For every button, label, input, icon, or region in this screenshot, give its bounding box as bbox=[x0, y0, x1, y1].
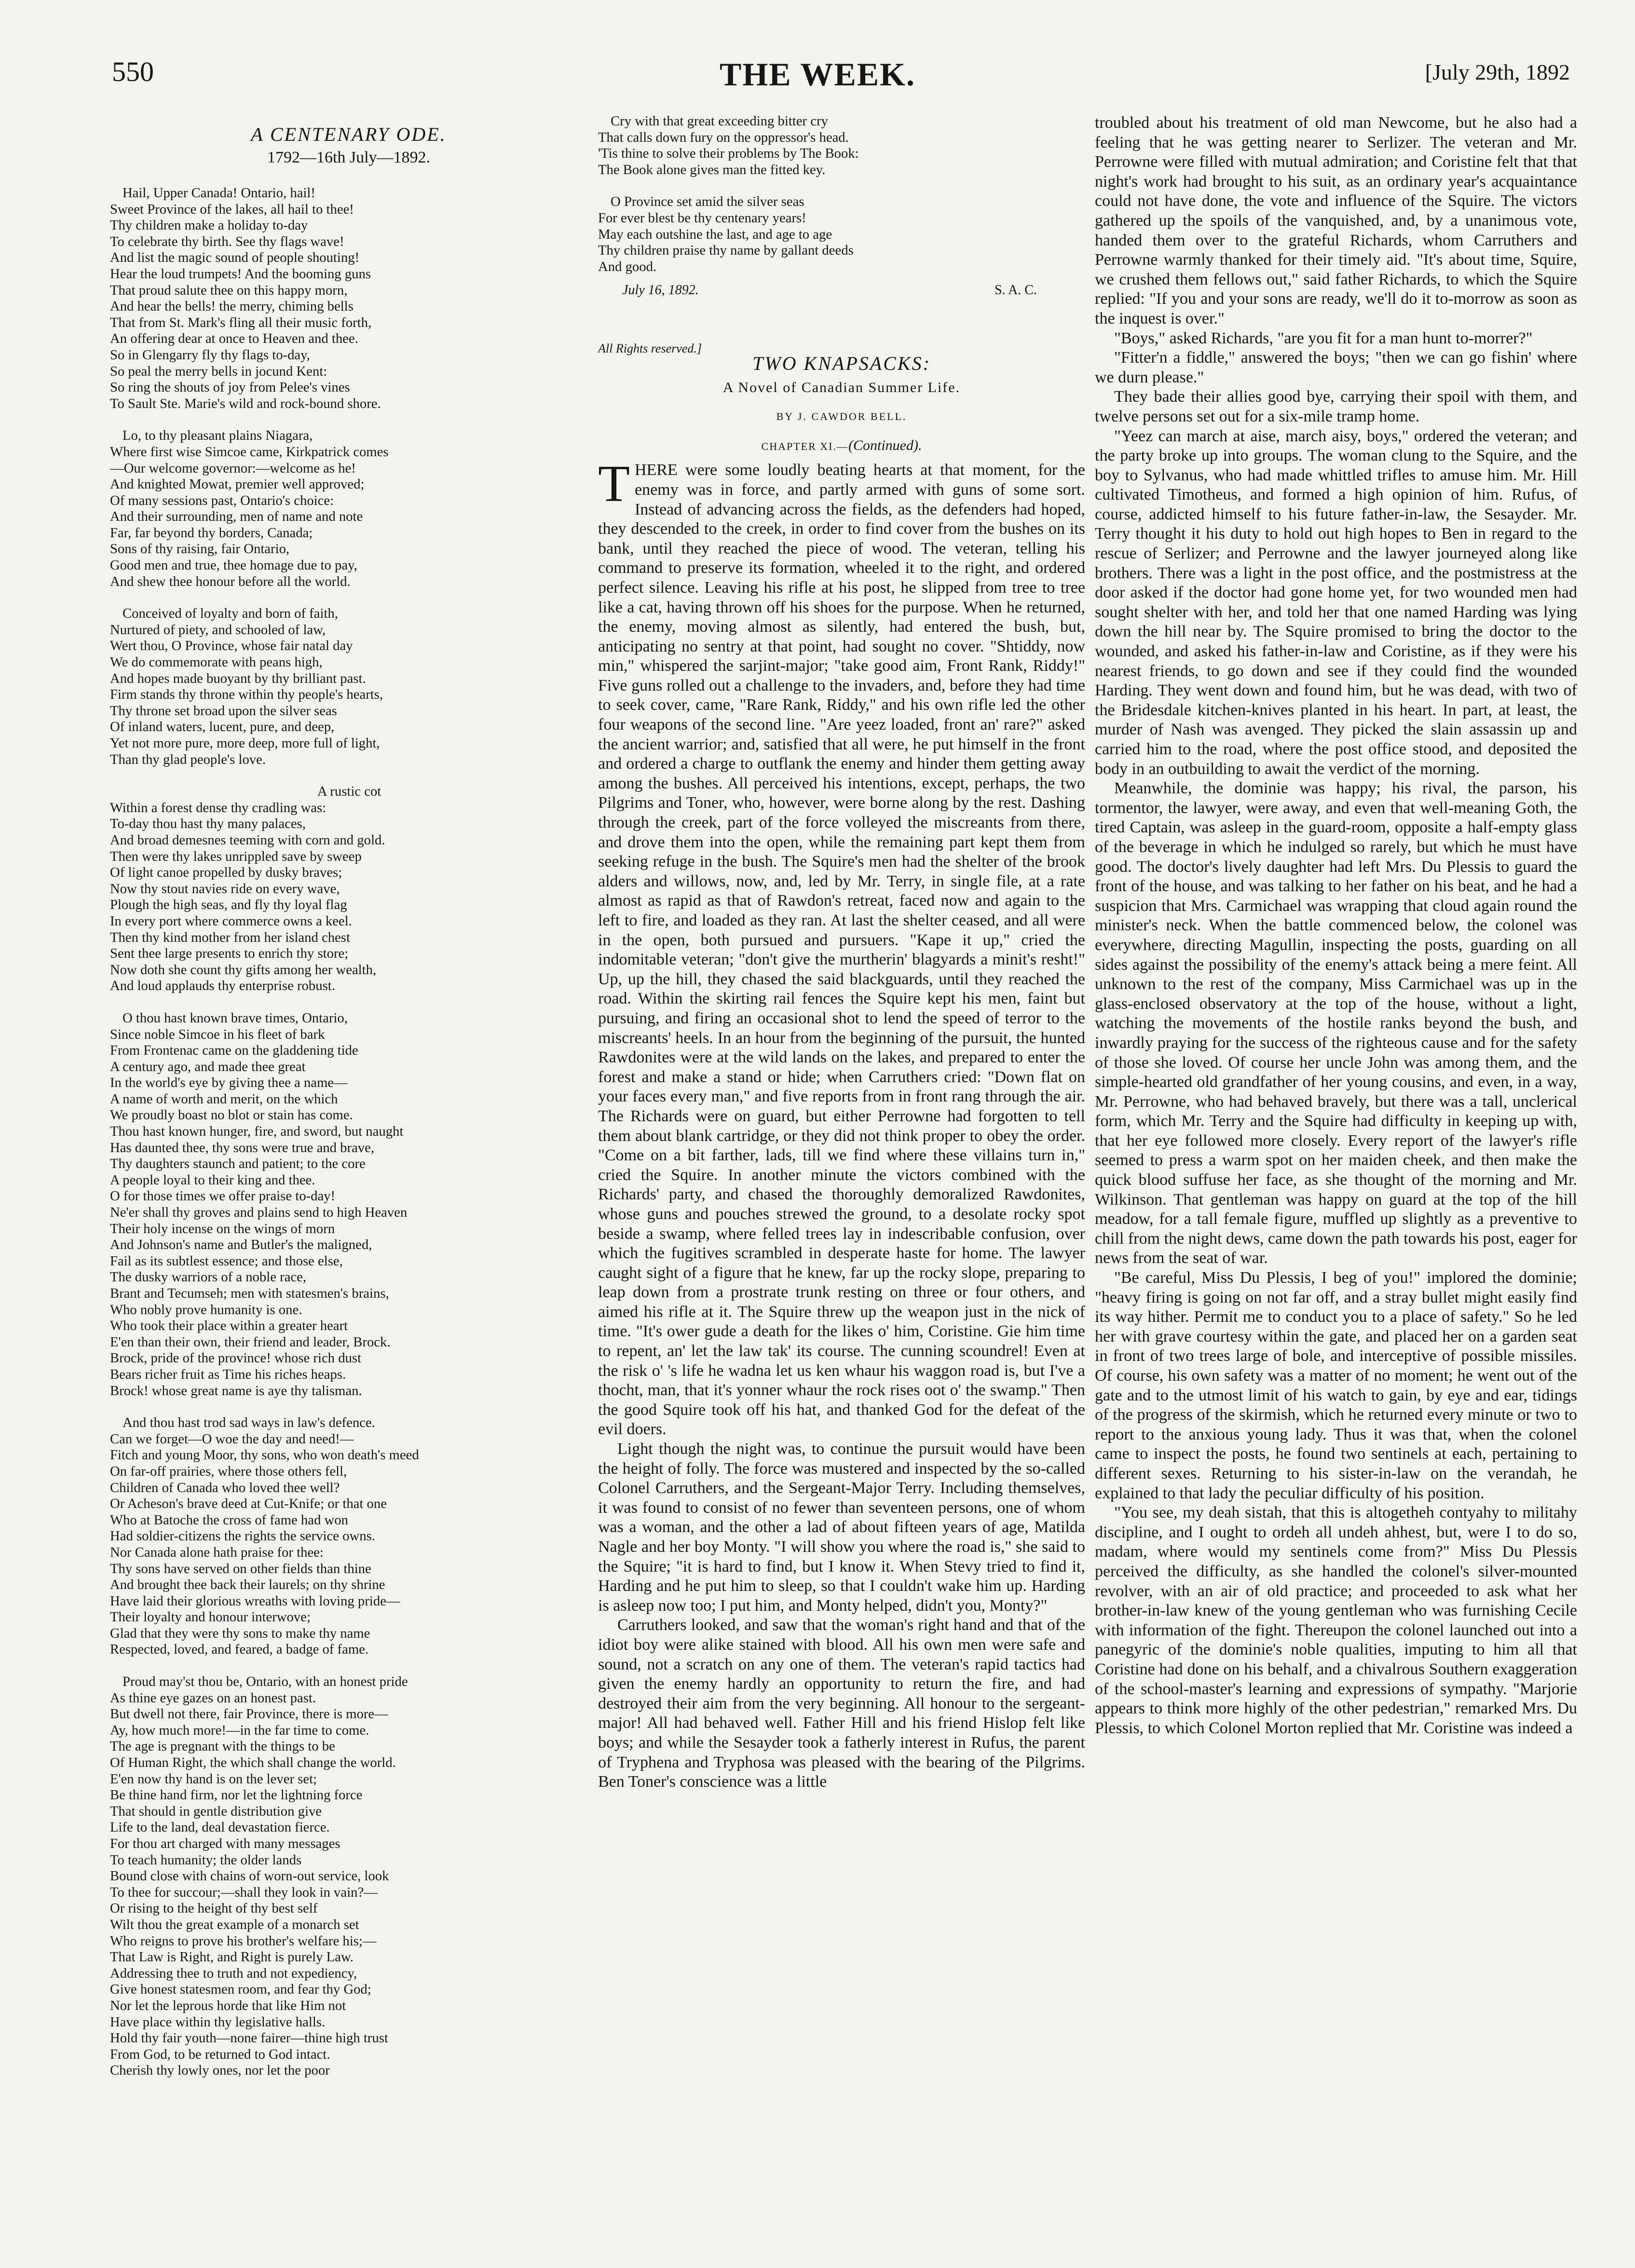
ode-line: That Law is Right, and Right is purely Law. bbox=[110, 1949, 354, 1965]
ode-line: O thou hast known brave times, Ontario, bbox=[123, 1010, 348, 1026]
page-number: 550 bbox=[112, 56, 154, 87]
ode-line: Yet not more pure, more deep, more full of light, bbox=[110, 735, 380, 751]
ode-signature: S. A. C. bbox=[995, 283, 1037, 298]
ode-line: Proud may'st thou be, Ontario, with an honest pride bbox=[123, 1674, 408, 1690]
ode-stanza bbox=[598, 194, 1085, 275]
novel-paragraph bbox=[598, 1440, 1085, 1616]
ode-line: Firm stands thy throne within thy people's hearts, bbox=[110, 687, 383, 703]
ode-line: Wilt thou the great example of a monarch set bbox=[110, 1916, 359, 1932]
page-header bbox=[0, 55, 1635, 99]
ode-line: Glad that they were thy sons to make thy name bbox=[110, 1625, 370, 1641]
paragraph-text: "Boys," asked Richards, "are you fit for a man hunt to-morrer?" bbox=[1114, 329, 1533, 347]
ode-line: But dwell not there, fair Province, there is more— bbox=[110, 1706, 388, 1722]
ode-line: Of Human Right, the which shall change the world. bbox=[110, 1755, 396, 1771]
ode-line: The dusky warriors of a noble race, bbox=[110, 1269, 307, 1285]
ode-line: Now thy stout navies ride on every wave, bbox=[110, 881, 340, 896]
chapter-number: CHAPTER XI.— bbox=[761, 440, 848, 453]
ode-stanzas bbox=[110, 185, 587, 2079]
ode-line: A rustic cot bbox=[317, 784, 382, 800]
paragraph-text: troubled about his treatment of old man Newcome, but he also had a feeling that he was getting nearer to Serlizer. The veteran and Mr. Perrowne were filled with mutual admiration; and Coristine felt that that night's work had brought to his suit, as an ordinary year's acquaintance could not have done, the vote and influence of the Squire. The victors gathered up the spoils of the vanquished, and, by a unanimous vote, handed them over to the grateful Richards, whom Carruthers and Perrowne warmly thanked for their timely aid. "It's about time, Squire, we crushed them fellows out," said father Richards, to which the Squire replied: "If you and your sons are ready, we'll do it to-morrow as soon as the inquest is over." bbox=[1095, 114, 1577, 327]
ode-line: And hopes made buoyant by thy brilliant past. bbox=[110, 670, 366, 686]
ode-line: To thee for succour;—shall they look in vain?— bbox=[110, 1884, 378, 1900]
ode-line: 'Tis thine to solve their problems by The Book: bbox=[598, 146, 859, 162]
ode-line: A people loyal to their king and thee. bbox=[110, 1172, 315, 1188]
ode-line: That calls down fury on the oppressor's head. bbox=[598, 129, 849, 145]
ode-line: Thou hast known hunger, fire, and sword, but naught bbox=[110, 1124, 404, 1140]
ode-line: Now doth she count thy gifts among her wealth, bbox=[110, 962, 377, 978]
ode-line: Hail, Upper Canada! Ontario, hail! bbox=[123, 185, 315, 201]
ode-line: O Province set amid the silver seas bbox=[611, 194, 804, 210]
ode-line: O for those times we offer praise to-day! bbox=[110, 1188, 336, 1204]
ode-line: Their holy incense on the wings of morn bbox=[110, 1221, 335, 1236]
ode-line: A century ago, and made thee great bbox=[110, 1059, 306, 1074]
ode-line: In the world's eye by giving thee a name— bbox=[110, 1075, 348, 1091]
ode-line: Thy children make a holiday to-day bbox=[110, 217, 308, 233]
ode-line: Their loyalty and honour interwove; bbox=[110, 1609, 311, 1625]
ode-line: Children of Canada who loved thee well? bbox=[110, 1480, 340, 1495]
ode-line: To celebrate thy birth. See thy flags wave! bbox=[110, 233, 344, 249]
ode-stanza bbox=[110, 428, 587, 590]
paragraph-text: "Be careful, Miss Du Plessis, I beg of you!" implored the dominie; "heavy firing is going on not far off, and a stray bullet might easily find its way hither. Permit me to conduct you to a place of safety." So he led her with grave courtesy within the gate, and placed her on a garden seat in front of two trees large of bole, and interceptive of possible missiles. Of course, his own safety was a matter of no moment; he went out of the gate and to the utmost limit of his watch to gain, by eye and ear, tidings of the progress of the skirmish, which he returned every minute or two to report to the anxious young lady. Thus it was that, when the colonel came to inspect the posts, he found two sentinels at each, pertaining to different sexes. Returning to his sister-in-law on the verandah, he explained to that lady the peculiar difficulty of his position. bbox=[1095, 1269, 1577, 1502]
ode-line: Sweet Province of the lakes, all hail to thee! bbox=[110, 201, 354, 217]
paragraph-text: Meanwhile, the dominie was happy; his rival, the parson, his tormentor, the lawyer, were away, and even that well-meaning Goth, the tired Captain, was asleep in the guard-room, opposite a half-empty glass of the beverage in which he indulged so rarely, but which he must have good. The doctor's lively daughter had left Mrs. Du Plessis to guard the front of the house, and was talking to her father on his beat, and he had a suspicion that Mrs. Carmichael was wrapping that cloud again round the minister's neck. When the battle commenced below, the colonel was everywhere, directing Magullin, inspecting the posts, guarding on all sides against the possibility of the enemy's attack being a mere feint. All unknown to the rest of the company, Miss Carmichael was up in the glass-enclosed observatory at the top of the house, without a light, watching the movements of the hostile ranks beyond the bush, and inwardly praying for the success of the righteous cause and for the safety of those she loved. Of course her uncle John was among them, and the simple-hearted old grandfather of her young cousins, and even, in a way, Mr. Perrowne, who had behaved bravely, but there was a tall, unclerical form, which Mr. Terry and the Squire had difficulty in keeping up with, that her eye followed more closely. Every report of the lawyer's rifle seemed to press a warm spot on her maiden cheek, and then make the quick blood suffuse her face, as she thought of the morning and Mr. Wilkinson. That gentleman was happy on guard at the top of the hill meadow, for a tall female figure, muffled up slightly as a preventive to chill from the night dews, came down the path towards his post, eager for news from the seat of war. bbox=[1095, 779, 1577, 1267]
paragraph-text: Carruthers looked, and saw that the woman's right hand and that of the idiot boy were alike stained with blood. All his own men were safe and sound, not a scratch on any one of them. The veteran's rapid tactics had given the enemy hardly an opportunity to return the fire, and had destroyed their aim from the very beginning. All honour to the sergeant-major! All had behaved well. Father Hill and his friend Hislop felt like boys; and while the Sesayder took a fatherly interest in Rufus, the parent of Tryphena and Tryphosa was pleased with the bearing of the Pilgrims. Ben Toner's conscience was a little bbox=[598, 1616, 1085, 1791]
ode-line: Brant and Tecumseh; men with statesmen's brains, bbox=[110, 1286, 389, 1301]
ode-line: The age is pregnant with the things to be bbox=[110, 1738, 335, 1754]
ode-line: The Book alone gives man the fitted key. bbox=[598, 162, 826, 177]
ode-line: Who took their place within a greater heart bbox=[110, 1318, 348, 1334]
ode-line: Then thy kind mother from her island chest bbox=[110, 929, 350, 945]
ode-line: Fail as its subtlest essence; and those else, bbox=[110, 1253, 343, 1269]
ode-line: Sent thee large presents to enrich thy store; bbox=[110, 946, 349, 962]
ode-line: Give honest statesmen room, and fear thy God; bbox=[110, 1982, 371, 1997]
ode-line: Where first wise Simcoe came, Kirkpatrick comes bbox=[110, 444, 389, 460]
ode-line: Nor let the leprous horde that like Him not bbox=[110, 1997, 346, 2013]
novel-paragraph bbox=[1095, 348, 1577, 387]
ode-line: Of light canoe propelled by dusky braves; bbox=[110, 865, 342, 881]
ode-line: Cry with that great exceeding bitter cry bbox=[611, 113, 828, 129]
novel-title: TWO KNAPSACKS: bbox=[752, 353, 931, 375]
ode-line: Conceived of loyalty and born of faith, bbox=[123, 606, 338, 622]
ode-line: Cherish thy lowly ones, nor let the poor bbox=[110, 2063, 330, 2078]
ode-line: And list the magic sound of people shouting! bbox=[110, 250, 360, 266]
ode-line: Ne'er shall thy groves and plains send to high Heaven bbox=[110, 1205, 408, 1221]
ode-line: Ay, how much more!—in the far time to come. bbox=[110, 1722, 369, 1738]
ode-line: Sons of thy raising, fair Ontario, bbox=[110, 541, 290, 557]
ode-stanza bbox=[110, 784, 587, 994]
ode-line: As thine eye gazes on an honest past. bbox=[110, 1690, 316, 1706]
ode-line: And knighted Mowat, premier well approved; bbox=[110, 476, 365, 492]
ode-stanza bbox=[110, 606, 587, 768]
novel-paragraph bbox=[1095, 779, 1577, 1268]
column-3 bbox=[1095, 113, 1577, 2245]
publication-title: THE WEEK. bbox=[720, 56, 915, 93]
ode-line: For thou art charged with many messages bbox=[110, 1836, 341, 1851]
ode-line: Bound close with chains of worn-out service, look bbox=[110, 1868, 389, 1884]
ode-line: May each outshine the last, and age to age bbox=[598, 226, 832, 242]
chapter-heading bbox=[598, 437, 1085, 454]
novel-paragraph bbox=[1095, 387, 1577, 426]
ode-line: Brock! whose great name is aye thy talisman. bbox=[110, 1383, 362, 1399]
ode-line: Thy daughters staunch and patient; to the core bbox=[110, 1156, 366, 1172]
ode-line: Of many sessions past, Ontario's choice: bbox=[110, 492, 334, 508]
ode-line: Nurtured of piety, and schooled of law, bbox=[110, 622, 326, 638]
ode-stanza bbox=[110, 1674, 587, 2079]
ode-line: A name of worth and merit, on the which bbox=[110, 1091, 338, 1107]
novel-paragraph bbox=[1095, 427, 1577, 779]
ode-line: That should in gentle distribution give bbox=[110, 1803, 322, 1819]
ode-line: Hold thy fair youth—none fairer—thine high trust bbox=[110, 2030, 388, 2046]
ode-stanza bbox=[110, 1415, 587, 1658]
ode-line: So ring the shouts of joy from Pelee's vines bbox=[110, 380, 350, 395]
ode-line: —Our welcome governor:—welcome as he! bbox=[110, 460, 356, 476]
ode-line: To Sault Ste. Marie's wild and rock-bound shore. bbox=[110, 395, 381, 411]
novel-paragraph bbox=[1095, 1503, 1577, 1738]
column-2 bbox=[598, 113, 1085, 2245]
ode-line: Life to the land, deal devastation fierce. bbox=[110, 1820, 330, 1835]
ode-line: And brought thee back their laurels; on thy shrine bbox=[110, 1577, 385, 1593]
ode-line: Than thy glad people's love. bbox=[110, 751, 266, 767]
ode-line: In every port where commerce owns a keel. bbox=[110, 913, 352, 929]
ode-line: Good men and true, thee homage due to pay, bbox=[110, 557, 357, 573]
ode-line: We do commemorate with peans high, bbox=[110, 654, 323, 670]
novel-text-col3 bbox=[1095, 113, 1577, 1738]
ode-line: E'en now thy hand is on the lever set; bbox=[110, 1771, 317, 1787]
ode-line: Plough the high seas, and fly thy loyal flag bbox=[110, 897, 347, 913]
ode-line: And loud applauds thy enterprise robust. bbox=[110, 978, 335, 994]
ode-signature-date: July 16, 1892. bbox=[622, 283, 699, 298]
ode-signature-line bbox=[622, 283, 1085, 298]
ode-line: Brock, pride of the province! whose rich dust bbox=[110, 1350, 362, 1366]
ode-line: Have place within thy legislative halls. bbox=[110, 2014, 326, 2030]
ode-stanza bbox=[110, 185, 587, 412]
ode-line: And broad demesnes teeming with corn and gold. bbox=[110, 832, 385, 848]
ode-line: So peal the merry bells in jocund Kent: bbox=[110, 363, 327, 379]
ode-line: E'en than their own, their friend and leader, Brock. bbox=[110, 1334, 391, 1350]
ode-line: Lo, to thy pleasant plains Niagara, bbox=[123, 428, 313, 444]
ode-line: Thy sons have served on other fields than thine bbox=[110, 1561, 371, 1576]
ode-line: Be thine hand firm, nor let the lightning force bbox=[110, 1787, 363, 1803]
ode-line: Of inland waters, lucent, pure, and deep, bbox=[110, 719, 335, 735]
paragraph-text: They bade their allies good bye, carrying their spoil with them, and twelve persons set out for a six-mile tramp home. bbox=[1095, 388, 1577, 425]
ode-line: Addressing thee to truth and not expediency, bbox=[110, 1965, 357, 1981]
paragraph-text: HERE were some loudly beating hearts at that moment, for the enemy was in force, and partly armed with guns of some sort. Instead of advancing across the fields, as the defenders had hoped, they descended to the creek, in order to find cover from the bushes on its bank, until they reached the piece of wood. The veteran, telling his command to preserve its formation, wheeled it to the right, and ordered perfect silence. Leaving his rifle at his post, he slipped from tree to tree like a cat, having thrown off his shoes for the purpose. When he returned, the enemy, moving almost as silently, had entered the bush, but, anticipating no sentry at that point, had sought no cover. "Shtiddy, now min," whispered the sarjint-major; "take good aim, Front Rank, Riddy!" Five guns rolled out a challenge to the invaders, and, before they had time to seek cover, came, "Rare Rank, Riddy," and his own rifle led the other four weapons of the second line. "Are yeez loaded, front an' rare?" asked the ancient warrior; and, satisfied that all were, he put himself in the front and ordered a charge to outflank the enemy and hinder them getting away among the bushes. All perceived his intentions, except, perhaps, the two Pilgrims and Toner, who, however, were borne along by the rest. Dashing through the creek, part of the force volleyed the miscreants from there, and drove them into the open, while the remaining part kept them from seeking refuge in the bush. The Squire's men had the shelter of the brook alders and willows, now, and, led by Mr. Terry, in single file, at a rate almost as rapid as that of Rawdon's retreat, faced now and again to the left to fire, and loaded as they ran. At last the shelter ceased, and all were in the open, both pursued and pursuers. "Kape it up," cried the indomitable veteran; "don't give the murtherin' blagyards a minit's resht!" Up, up the hill, they chased the said blackguards, until they reached the road. Within the skirting rail fences the Squire kept his men, faint but pursuing, and firing an occasional shot to lend the speed of terror to the miscreants' heels. In an hour from the beginning of the pursuit, the hunted Rawdonites were at the wild lands on the lakes, and prepared to enter the forest and make a stand or hide; when Carruthers cried: "Down flat on your faces every man," and five reports from in front rang through the air. The Richards were on guard, but either Perrowne had forgotten to tell them about blank cartridge, or they did not think proper to obey the order. "Come on a bit farther, lads, till we find where these villains turn in," cried the Squire. In another minute the victors combined with the Richards' party, and chased the thoroughly demoralized Rawdonites, whose guns and pouches strewed the ground, to a desolate rocky spot beside a swamp, where felled trees lay in indescribable confusion, over which the fugitives scrambled in desperate haste for home. The lawyer caught sight of a figure that he knew, far up the rocky slope, preparing to leap down from a prostrate trunk resting on three or four others, and aimed his rifle at it. The Squire threw up the weapon just in the nick of time. "It's ower gude a death for the likes o' him, Coristine. Gie him time to repent, an' let the law tak' its course. The cunning scoundrel! Even at the risk o' 's life he wadna let us ken whaur his waggon road is, but I've a thocht, man, that it's yonner whaur the rock rises oot o' the swamp." Then the good Squire took off his hat, and thanked God for the defeat of the evil doers. bbox=[598, 461, 1085, 1439]
ode-line: And Johnson's name and Butler's the maligned, bbox=[110, 1237, 372, 1253]
ode-line: From Frontenac came on the gladdening tide bbox=[110, 1043, 358, 1059]
ode-line: Thy children praise thy name by gallant deeds bbox=[598, 243, 854, 258]
ode-line: Respected, loved, and feared, a badge of fame. bbox=[110, 1642, 369, 1657]
ode-stanza bbox=[598, 113, 1085, 178]
chapter-continued: (Continued). bbox=[848, 437, 922, 454]
ode-line: An offering dear at once to Heaven and thee. bbox=[110, 331, 358, 347]
ode-line: Hear the loud trumpets! And the booming guns bbox=[110, 266, 371, 282]
ode-line: Nor Canada alone hath praise for thee: bbox=[110, 1544, 324, 1560]
drop-cap: T bbox=[598, 455, 630, 513]
ode-line: Or rising to the height of thy best self bbox=[110, 1901, 318, 1916]
ode-line: Have laid their glorious wreaths with loving pride— bbox=[110, 1593, 400, 1609]
ode-line: On far-off prairies, where those others fell, bbox=[110, 1463, 347, 1479]
ode-line: We proudly boast no blot or stain has come. bbox=[110, 1107, 353, 1123]
novel-subtitle: A Novel of Canadian Summer Life. bbox=[722, 380, 961, 396]
ode-line: Or Acheson's brave deed at Cut-Knife; or that one bbox=[110, 1496, 387, 1512]
ode-line: And hear the bells! the merry, chiming bells bbox=[110, 299, 354, 314]
ode-line: From God, to be returned to God intact. bbox=[110, 2046, 330, 2062]
paragraph-text: "Yeez can march at aise, march aisy, boys," ordered the veteran; and the party broke up into groups. The woman clung to the Squire, and the boy to Sylvanus, who had made whittled trifles to amuse him. Mr. Hill cultivated Timotheus, and formed a high opinion of him. Rufus, of course, addicted himself to his future father-in-law, the Sesayder. Mr. Terry thought it his duty to hold out high hopes to Ben in regard to the rescue of Serlizer; and Perrowne and the lawyer journeyed along like brothers. There was a light in the post office, and the postmistress at the door asked if the doctor had gone home yet, for two wounded men had sought shelter with her, and told her that one named Harding was lying down the hill near by. The Squire promised to bring the doctor to the wounded, and asked his father-in-law and Coristine, as if they were his nearest friends, to go down and see if they could find the wounded Harding. They went down and found him, but he was dead, with two of the Bridesdale kitchen-knives planted in his heart. In part, at least, the murder of Nash was avenged. They picked the slain assassin up and carried him to the road, where the post office stood, and deposited the body in an outbuilding to await the verdict of the morning. bbox=[1095, 427, 1577, 778]
paragraph-text: Light though the night was, to continue the pursuit would have been the height of folly. The force was mustered and inspected by the so-called Colonel Carruthers, and the Sergeant-Major Terry. Including themselves, it was found to consist of no fewer than seventeen persons, one of whom was a woman, and the other a lad of about fifteen years of age, Matilda Nagle and her boy Monty. "I will show you where the road is," she said to the Squire; "it is hard to find, but I know it. When Stevy tried to find it, Harding and he put him to sleep, so that I couldn't wake him up. Harding is asleep now too; I put him, and Monty helped, didn't you, Monty?" bbox=[598, 1440, 1085, 1615]
ode-stanza bbox=[110, 1010, 587, 1399]
column-1 bbox=[110, 113, 587, 2245]
ode-line: Within a forest dense thy cradling was: bbox=[110, 800, 327, 815]
rights-notice: All Rights reserved.] bbox=[598, 341, 702, 356]
ode-line: Then were thy lakes unrippled save by sweep bbox=[110, 848, 362, 864]
ode-line: Has daunted thee, thy sons were true and brave, bbox=[110, 1140, 375, 1155]
issue-date: [July 29th, 1892 bbox=[1425, 60, 1570, 84]
novel-text-col2 bbox=[598, 455, 1085, 1792]
ode-line: Who nobly prove humanity is one. bbox=[110, 1302, 302, 1317]
ode-stanzas-continued bbox=[598, 113, 1085, 275]
novel-paragraph bbox=[1095, 329, 1577, 349]
ode-subtitle: 1792—16th July—1892. bbox=[267, 149, 431, 166]
novel-paragraph bbox=[1095, 1268, 1577, 1503]
novel-paragraph bbox=[1095, 113, 1577, 329]
ode-line: For ever blest be thy centenary years! bbox=[598, 210, 806, 226]
ode-line: And their surrounding, men of name and note bbox=[110, 509, 363, 525]
ode-line: Wert thou, O Province, whose fair natal day bbox=[110, 638, 353, 654]
ode-line: That proud salute thee on this happy morn, bbox=[110, 282, 348, 298]
ode-line: Had soldier-citizens the rights the service owns. bbox=[110, 1528, 375, 1544]
ode-line: That from St. Mark's fling all their music forth, bbox=[110, 314, 372, 330]
ode-line: To teach humanity; the older lands bbox=[110, 1852, 302, 1868]
ode-line: Thy throne set broad upon the silver seas bbox=[110, 703, 337, 719]
ode-line: Since noble Simcoe in his fleet of bark bbox=[110, 1026, 325, 1042]
novel-paragraph bbox=[598, 455, 1085, 1440]
paragraph-text: "You see, my deah sistah, that this is altogetheh contyahy to militahy discipline, and I ought to ordeh all undeh ahhest, but, were I to do so, madam, where would my sentinels come from?" Miss Du Plessis perceived the difficulty, as she handled the colonel's silver-mounted revolver, with an air of old practice; and proceeded to ask what her brother-in-law knew of the young gentleman who was furnishing Cecile with information of the fight. Thereupon the colonel launched out into a panegyric of the dominie's noble qualities, imputing to him all that Coristine had done on his behalf, and a chivalrous Southern exaggeration of the school-master's learning and expressions of sympathy. "Marjorie appears to think more highly of the other pedestrian," remarked Mrs. Du Plessis, to which Colonel Morton replied that Mr. Coristine was indeed a bbox=[1095, 1504, 1577, 1737]
ode-line: And shew thee honour before all the world. bbox=[110, 573, 351, 589]
ode-line: To-day thou hast thy many palaces, bbox=[110, 816, 306, 832]
ode-title: A CENTENARY ODE. bbox=[251, 123, 447, 145]
paragraph-text: "Fitter'n a fiddle," answered the boys; "then we can go fishin' where we durn please." bbox=[1095, 349, 1577, 386]
ode-line: Fitch and young Moor, thy sons, who won death's meed bbox=[110, 1447, 419, 1463]
novel-author: BY J. CAWDOR BELL. bbox=[776, 410, 907, 423]
ode-line: Far, far beyond thy borders, Canada; bbox=[110, 525, 313, 541]
ode-line: So in Glengarry fly thy flags to-day, bbox=[110, 347, 310, 363]
ode-line: Can we forget—O woe the day and need!— bbox=[110, 1431, 354, 1447]
ode-line: And thou hast trod sad ways in law's defence. bbox=[123, 1415, 375, 1431]
ode-line: Who at Batoche the cross of fame had won bbox=[110, 1512, 348, 1528]
ode-line: And good. bbox=[598, 258, 657, 274]
novel-paragraph bbox=[598, 1616, 1085, 1792]
ode-line: Bears richer fruit as Time his riches heaps. bbox=[110, 1366, 346, 1382]
ode-line: Who reigns to prove his brother's welfare his;— bbox=[110, 1933, 377, 1949]
